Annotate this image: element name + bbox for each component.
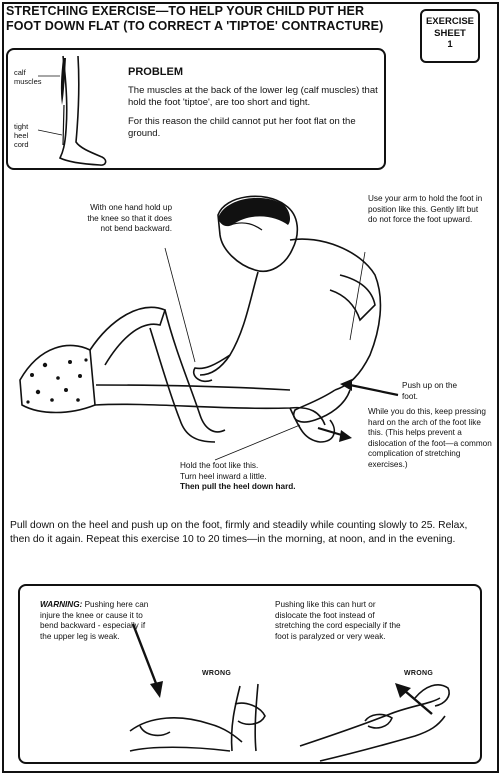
sheet-badge-number: 1	[447, 39, 453, 50]
problem-text	[128, 85, 378, 147]
page-title	[6, 4, 406, 34]
problem-text-2: For this reason the child cannot put her foot flat on the ground.	[128, 116, 356, 139]
use-arm-note: Use your arm to hold the foot in position like this. Gently lift but do not force the foot upward.	[368, 194, 483, 224]
sheet-badge-line-1: EXERCISE	[425, 16, 475, 27]
hold-knee-note: With one hand hold up the knee so that it does not bend backward.	[87, 203, 172, 233]
sheet-badge-line-2: SHEET	[434, 27, 466, 39]
problem-text-1: The muscles at the back of the lower leg (calf muscles) that hold the foot 'tiptoe', are too short and tight.	[128, 85, 378, 108]
while-you-note: While you do this, keep pressing hard on the arch of the foot like this. (This helps prevent a dislocation of the foot—a common complication of stretching exercises.)	[368, 407, 492, 469]
exercise-sheet-badge	[420, 9, 480, 63]
push-up-note: Push up on the foot.	[402, 381, 458, 401]
problem-heading: PROBLEM	[128, 66, 183, 78]
calf-muscles-label: calf muscles	[14, 68, 42, 86]
title-line-2: FOOT DOWN FLAT (TO CORRECT A 'TIPTOE' CONTRACTURE)	[6, 19, 384, 33]
warning-text: Pushing here can injure the knee or cause it to bend backward - especially if the upper leg is weak.	[40, 600, 149, 641]
warning-box	[18, 584, 482, 764]
hold-foot-line-2: Turn heel inward a little.	[180, 471, 267, 481]
wrong-label-right: WRONG	[404, 670, 434, 677]
warning-illustrations	[20, 586, 484, 766]
hold-foot-line-1: Hold the foot like this.	[180, 461, 259, 470]
wrong-label-left: WRONG	[202, 670, 232, 677]
hold-foot-note	[180, 461, 370, 493]
heel-cord-label: tight heel cord	[14, 122, 29, 149]
title-line-1: STRETCHING EXERCISE—TO HELP YOUR CHILD PUT HER	[6, 4, 365, 18]
warning-label: WARNING:	[40, 600, 83, 609]
hold-foot-line-3: Then pull the heel down hard.	[180, 482, 296, 491]
problem-box	[6, 48, 386, 170]
warning-right-text: Pushing like this can hurt or dislocate the foot instead of stretching the cord especially if the foot is paralyzed or very weak.	[275, 600, 401, 641]
instructions-paragraph: Pull down on the heel and push up on the foot, firmly and steadily while counting slowly to 25. Relax, then do it again. Repeat this exercise 10 to 20 times—in the morning, at noon, and in the evening.	[10, 520, 468, 545]
